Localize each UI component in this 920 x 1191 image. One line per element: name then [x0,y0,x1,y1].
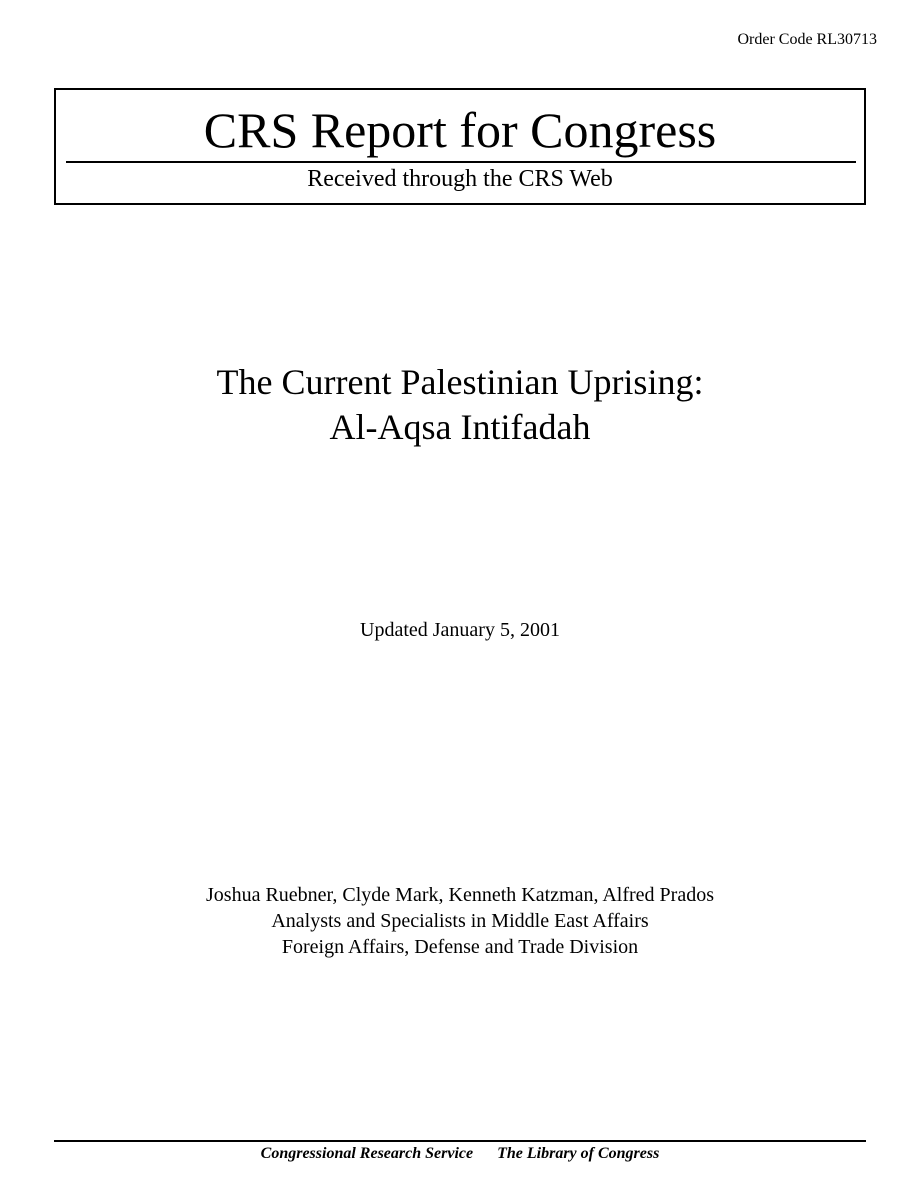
footer-library: The Library of Congress [497,1145,660,1162]
report-banner [54,88,866,205]
footer [0,1143,920,1165]
banner-subtitle: Received through the CRS Web [307,166,613,192]
banner-divider [66,161,856,163]
banner-title: CRS Report for Congress [203,102,717,158]
document-title-line-1: The Current Palestinian Uprising: [216,362,704,402]
order-code: Order Code RL30713 [737,31,877,48]
updated-date: Updated January 5, 2001 [360,619,560,641]
author-division: Foreign Affairs, Defense and Trade Division [281,936,639,958]
footer-organization: Congressional Research Service [260,1145,474,1162]
author-names: Joshua Ruebner, Clyde Mark, Kenneth Katzman, Alfred Prados [206,884,714,906]
document-title-line-2: Al-Aqsa Intifadah [329,407,591,447]
author-role: Analysts and Specialists in Middle East Affairs [271,910,649,932]
footer-divider [54,1140,866,1142]
